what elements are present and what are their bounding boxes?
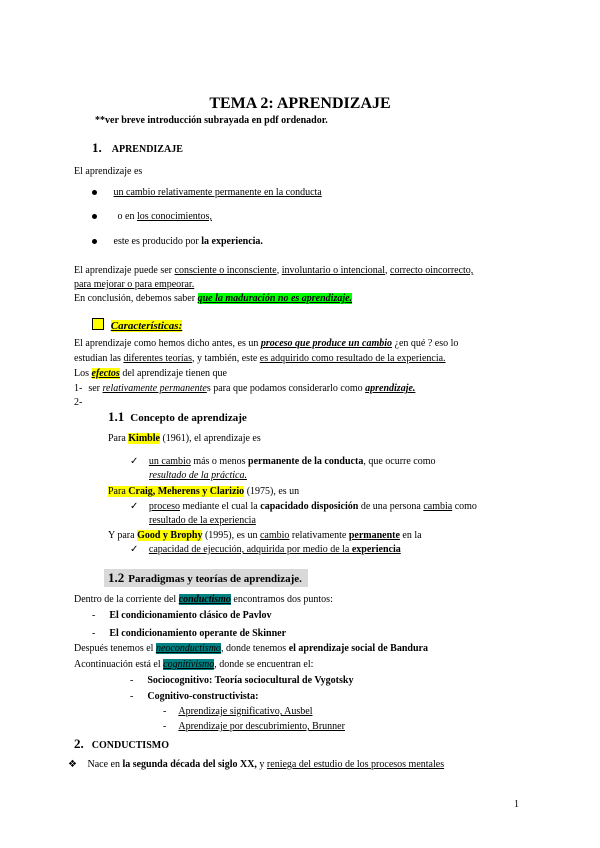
craig-definition: ✓ proceso mediante el cual la capacidado disposición de una persona cambia como (130, 501, 477, 512)
craig-definition-line2: resultado de la experiencia (149, 515, 256, 526)
paragraph-aprendizaje: El aprendizaje puede ser consciente o inconsciente, involuntario o intencional, correcto oincorrecto, (74, 265, 474, 276)
section-1-2-heading: 1.2 Paradigmas y teorías de aprendizaje. (104, 569, 308, 587)
bullet-item (92, 186, 322, 199)
intro-text: El aprendizaje es (74, 166, 143, 177)
craig-line: Para Craig, Meherens y Clarizio (1975), es un (108, 486, 300, 497)
conductismo-line: Dentro de la corriente del conductismo encontramos dos puntos: (74, 594, 333, 605)
cognitivismo-subitem: - Aprendizaje por descubrimiento, Brunner (163, 721, 345, 732)
kimble-line: Para Kimble (1961), el aprendizaje es (108, 433, 261, 444)
bullet-item (92, 210, 212, 223)
conductismo-item: - El condicionamiento clásico de Pavlov (92, 610, 272, 621)
paragraph-proceso-line2: estudian las diferentes teorías, y también, este es adquirido como resultado de la experiencia. (74, 353, 446, 364)
bullet-icon (92, 239, 97, 244)
numbered-item-1: 1- ser relativamente permanentes para que podamos considerarlo como aprendizaje. (74, 383, 416, 394)
kimble-definition: ✓ un cambio más o menos permanente de la conducta, que ocurre como (130, 456, 436, 467)
section-1-1-heading: 1.1 Concepto de aprendizaje (108, 409, 247, 424)
subtitle-note: **ver breve introducción subrayada en pdf ordenador. (95, 115, 328, 126)
bullet-item (92, 235, 263, 248)
section-2-heading: 2. CONDUCTISMO (74, 736, 169, 751)
bullet-text-bold: la experiencia. (201, 236, 263, 247)
neoconductismo-line: Después tenemos el neoconductismo, donde tenemos el aprendizaje social de Bandura (74, 643, 428, 654)
kimble-definition-line2: resultado de la práctica. (149, 470, 247, 481)
bullet-text: este es producido por (113, 236, 202, 247)
bullet-icon (92, 214, 97, 219)
numbered-item-2: 2- (74, 397, 83, 408)
cognitivismo-subitem: - Aprendizaje significativo, Ausbel (163, 706, 313, 717)
highlight-green: que la maduración no es aprendizaje. (197, 293, 353, 304)
cognitivismo-line: Acontinuación está el cognitivismo, donde se encuentran el: (74, 659, 314, 670)
conclusion-line: En conclusión, debemos saber que la maduración no es aprendizaje. (74, 293, 353, 304)
conductismo-item: - El condicionamiento operante de Skinner (92, 628, 287, 639)
check-icon: ✓ (130, 456, 139, 467)
paragraph-proceso: El aprendizaje como hemos dicho antes, es un proceso que produce un cambio ¿en qué ? eso lo (74, 338, 459, 349)
section-number: 1. (92, 140, 102, 155)
page-number: 1 (514, 799, 519, 810)
section-1-heading (92, 139, 183, 157)
bullet-icon (92, 190, 97, 195)
cognitivismo-item: - Cognitivo-constructivista: (130, 691, 259, 702)
bullet-text: un cambio relativamente permanente en la conducta (113, 187, 322, 198)
bullet-text: o en (117, 211, 137, 222)
check-icon: ✓ (130, 544, 139, 555)
cognitivismo-item: - Sociocognitivo: Teoría sociocultural de Vygotsky (130, 675, 354, 686)
efectos-line: Los efectos del aprendizaje tienen que (74, 368, 227, 379)
caracteristicas-heading: Características: (92, 318, 182, 333)
paragraph-aprendizaje-line2: para mejorar o para empeorar. (74, 279, 195, 290)
good-definition: ✓ capacidad de ejecución, adquirida por medio de la experiencia (130, 544, 401, 555)
good-line: Y para Good y Brophy (1995), es un cambio relativamente permanente en la (108, 530, 422, 541)
page-title: TEMA 2: APRENDIZAJE (209, 95, 391, 112)
nace-line: ❖ Nace en la segunda década del siglo XX, y reniega del estudio de los procesos mentales (68, 759, 445, 770)
checkbox-square-icon (92, 318, 104, 330)
bullet-text-underlined: los conocimientos, (136, 211, 212, 222)
check-icon: ✓ (130, 501, 139, 512)
diamond-bullet-icon: ❖ (68, 759, 77, 770)
section-title: APRENDIZAJE (111, 144, 183, 155)
